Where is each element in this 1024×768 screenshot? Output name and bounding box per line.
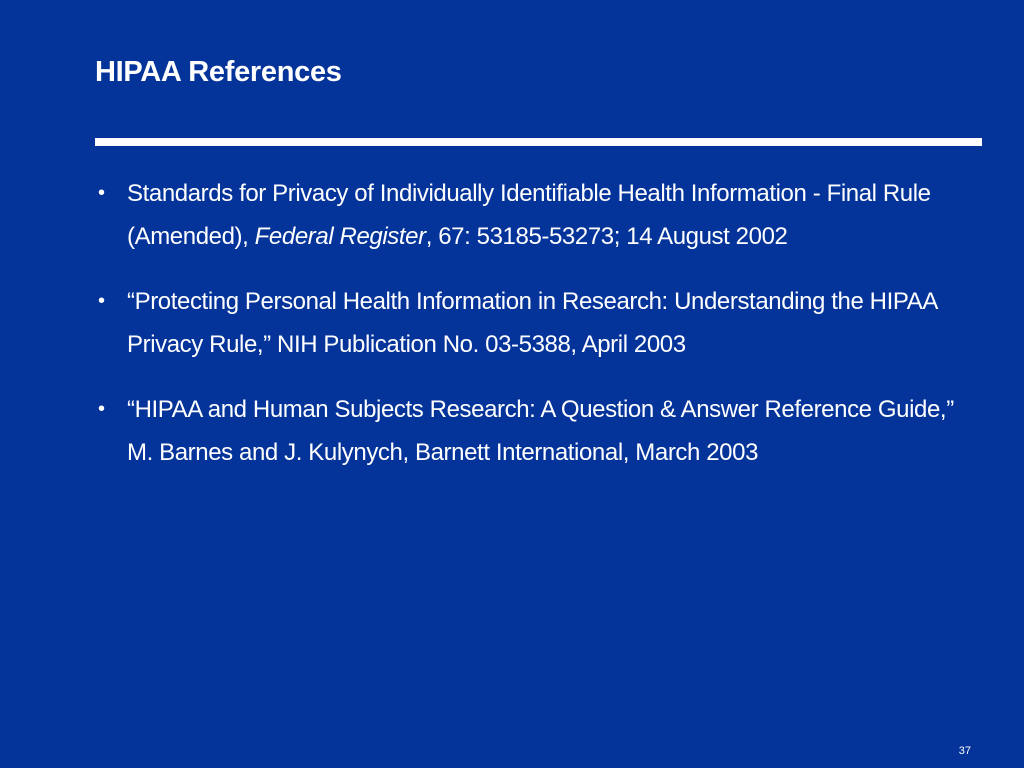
reference-text: “Protecting Personal Health Information in Research: Understanding the HIPAA Privacy Rule,” NIH Publication No. 03-5388, April 2003 [127,288,937,358]
reference-item-nih-publication [96,280,976,366]
slide-title: HIPAA References [95,56,342,88]
bullet-icon: • [98,290,105,312]
reference-item-human-subjects-guide [96,388,976,474]
bullet-icon: • [98,182,105,204]
title-divider [95,138,982,146]
reference-italic-source: Federal Register [254,223,426,250]
reference-list [96,172,976,496]
bullet-icon: • [98,398,105,420]
reference-text-after-italic: , 67: 53185-53273; 14 August 2002 [425,223,788,250]
reference-text: “HIPAA and Human Subjects Research: A Question & Answer Reference Guide,” M. Barnes and J. Kulynych, Barnett International, March 2003 [127,396,954,466]
page-number: 37 [958,745,971,757]
reference-item-federal-register [96,172,976,258]
reference-text-before-italic: Standards for Privacy of Individually Identifiable Health Information - Final Rule (Amended), [127,180,931,250]
